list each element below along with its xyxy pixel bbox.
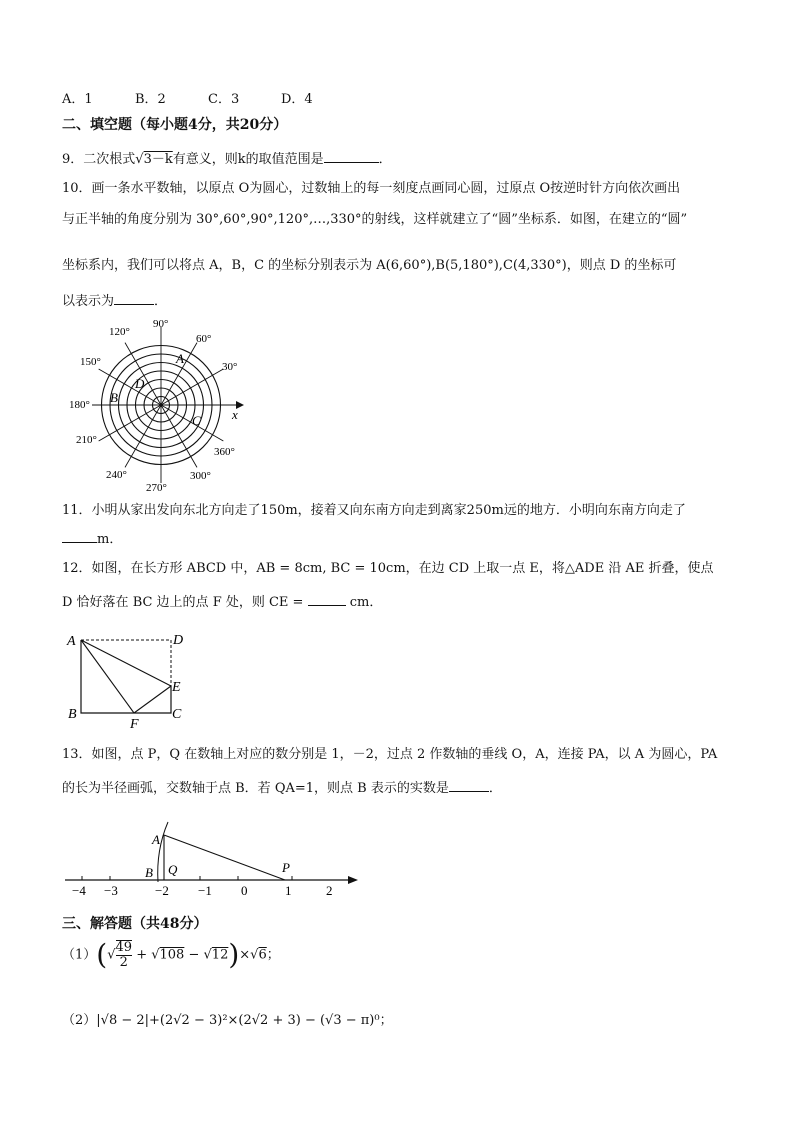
- expression: |√8 − 2|+(2√2 − 3)²×(2√2 + 3) − (√3 − π)⁰；: [96, 1013, 393, 1028]
- q12-prefix: D 恰好落在 BC 边上的点 F 处，则 CE =: [62, 595, 304, 610]
- q10-line4-text: 以表示为: [62, 294, 115, 309]
- q11-line2: [62, 529, 122, 549]
- ray: [99, 405, 161, 441]
- label-b: B: [68, 707, 77, 722]
- angle-label: 270°: [146, 482, 167, 494]
- fraction-denominator: 2: [119, 955, 128, 970]
- label-b: B: [145, 865, 153, 880]
- q10-line1: 10．画一条水平数轴，以原点 O为圆心，过数轴上的每一刻度点画同心圆，过原点 O按逆时针方向依次画出: [62, 181, 681, 196]
- point-label-a: A: [176, 351, 184, 366]
- q9-prefix: 9．二次根式: [62, 152, 136, 167]
- q9-radical: 3－k: [143, 152, 173, 167]
- label-c: C: [172, 707, 182, 722]
- axis-label-x: x: [232, 407, 238, 422]
- q12-line1: 12．如图，在长方形 ABCD 中，AB = 8cm, BC = 10cm，在边 CD 上取一点 E，将△ADE 沿 AE 折叠，使点: [62, 561, 714, 576]
- answer-blank: [308, 592, 346, 606]
- label-p: P: [282, 860, 290, 875]
- calc-problem-1: （1）(√ $\frac{49}{2}$ + √108 − √12)×√6；: [62, 938, 280, 971]
- radicand: 12: [211, 947, 229, 963]
- ray: [161, 369, 223, 405]
- answer-blank: [324, 149, 379, 163]
- radicand: 6: [258, 947, 267, 963]
- label-e: E: [172, 680, 181, 695]
- end-punct: ；: [266, 947, 280, 963]
- option-b: B．2: [135, 92, 166, 107]
- label-d: D: [173, 633, 184, 648]
- rectangle-fold-figure: [60, 625, 200, 730]
- ray: [99, 369, 161, 405]
- answer-blank: [449, 778, 489, 792]
- angle-label: 360°: [214, 446, 235, 458]
- question-8-options: [62, 91, 354, 109]
- q9-end: ．: [378, 152, 392, 167]
- section-title-fill-in: 二、填空题（每小题4分，共20分）: [62, 117, 288, 133]
- angle-label: 120°: [109, 326, 130, 338]
- angle-label: 300°: [190, 470, 211, 482]
- label-a: A: [67, 634, 76, 649]
- label-f: F: [130, 717, 139, 730]
- axis-arrow-icon: [348, 876, 358, 884]
- answer-blank: [114, 291, 154, 305]
- point-label-d: D: [135, 376, 145, 391]
- q11-suffix: m．: [97, 532, 123, 547]
- section-title-solutions: 三、解答题（共48分）: [62, 916, 208, 932]
- angle-label: 210°: [76, 434, 97, 446]
- problem-number: （2）: [62, 1013, 97, 1028]
- q10-line3: 坐标系内，我们可以将点 A，B，C 的坐标分别表示为 A(6,60°),B(5,180°),C(4,330°)，则点 D 的坐标可: [62, 258, 677, 273]
- q10-line4: [62, 291, 167, 311]
- fraction-numerator: 49: [115, 940, 133, 955]
- angle-label: 240°: [106, 469, 127, 481]
- number-line-figure: [60, 820, 370, 900]
- calc-problem-2: [62, 1012, 393, 1030]
- question-9: 9．二次根式√3－k有意义，则k的取值范围是 ．: [62, 149, 392, 169]
- answer-blank: [62, 529, 97, 543]
- ray: [125, 405, 161, 467]
- polar-coordinate-figure: [60, 315, 260, 495]
- q13-line2: [62, 778, 502, 798]
- q13-end: ．: [488, 781, 502, 796]
- option-c: C．3: [208, 92, 240, 107]
- q10-end: ．: [154, 294, 168, 309]
- point-label-c: C: [192, 413, 201, 428]
- q11-line1: 11．小明从家出发向东北方向走了150m，接着又向东南方向走到离家250m远的地方．小明向东南方向走了: [62, 503, 686, 518]
- angle-label: 150°: [80, 356, 101, 368]
- angle-label: 60°: [196, 333, 212, 345]
- label-q: Q: [168, 862, 178, 877]
- q13-line1: 13．如图，点 P，Q 在数轴上对应的数分别是 1，－2，过点 2 作数轴的垂线 O，A，连接 PA，以 A 为圆心，PA: [62, 747, 718, 762]
- q12-suffix: cm．: [349, 595, 383, 610]
- q10-line2: 与正半轴的角度分别为 30°,60°,90°,120°,…,330°的射线，这样就建立了“圆”坐标系．如图，在建立的“圆”: [62, 212, 688, 227]
- angle-label: 90°: [153, 318, 169, 330]
- tick-label: −4: [72, 883, 86, 898]
- radicand: 108: [159, 947, 185, 963]
- angle-label: 180°: [69, 399, 90, 411]
- option-a: A．1: [62, 92, 93, 107]
- q13-line2-text: 的长为半径画弧，交数轴于点 B．若 QA=1，则点 B 表示的实数是: [62, 781, 449, 796]
- angle-label: 30°: [222, 361, 238, 373]
- tick-label: 1: [285, 883, 292, 898]
- tick-label: 2: [326, 883, 333, 898]
- point-label-b: B: [110, 390, 118, 405]
- tick-label: −2: [155, 883, 169, 898]
- problem-number: （1）: [62, 947, 97, 963]
- label-a: A: [152, 832, 160, 847]
- ray: [125, 343, 161, 405]
- q9-suffix: 有意义，则k的取值范围是: [172, 152, 324, 167]
- tick-label: 0: [241, 883, 248, 898]
- tick-label: −3: [104, 883, 118, 898]
- q12-line2: [62, 592, 382, 612]
- option-d: D．4: [281, 92, 313, 107]
- tick-label: −1: [198, 883, 212, 898]
